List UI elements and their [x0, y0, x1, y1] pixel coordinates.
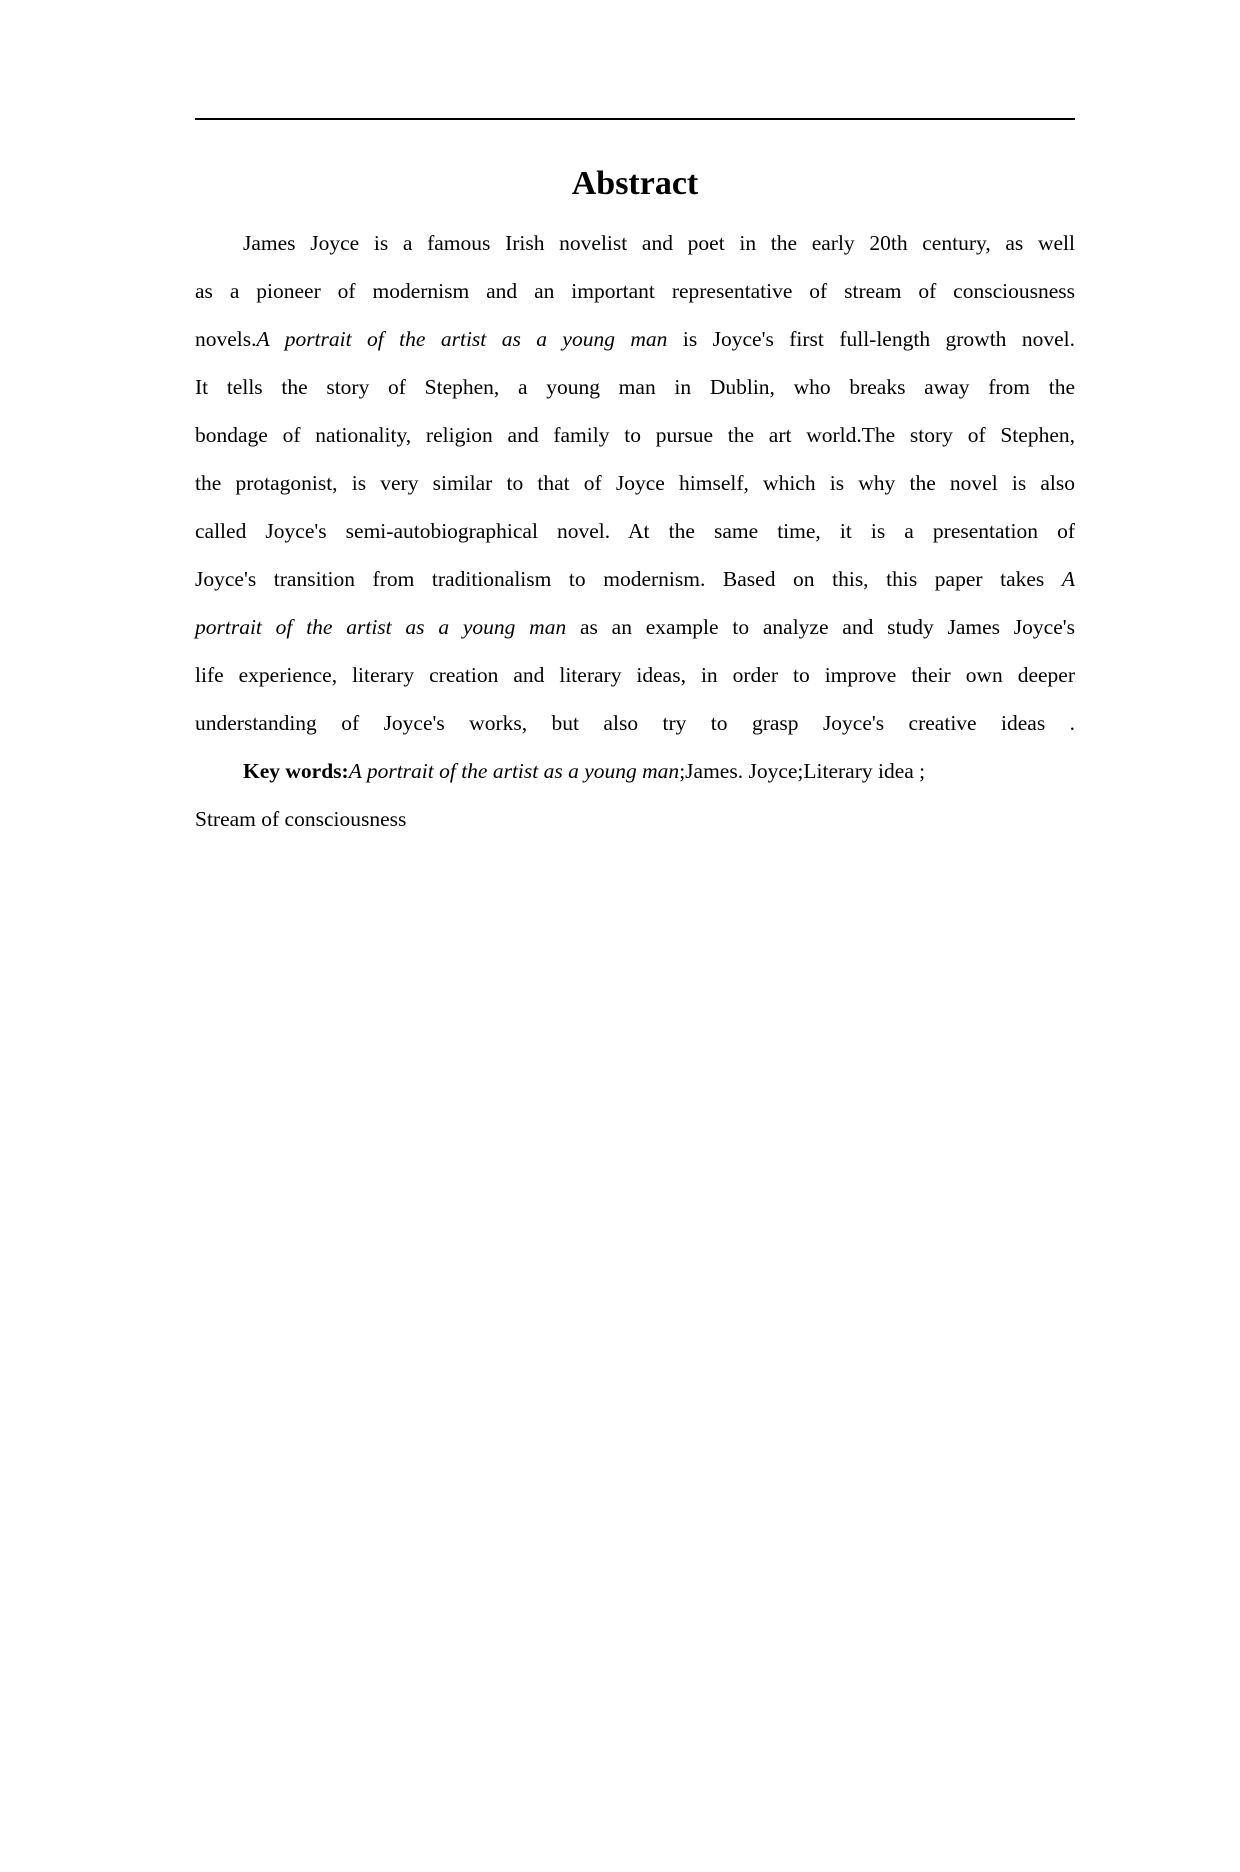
text-run: A portrait of the artist as a young man: [348, 759, 680, 783]
text-run: A: [1061, 567, 1075, 591]
paragraph-line: [195, 555, 1075, 603]
text-run: is Joyce's first full-length growth novel.: [667, 327, 1075, 351]
abstract-page: [0, 118, 1240, 1872]
text-run: called Joyce's semi-autobiographical novel. At the same time, it is a presentation of: [195, 519, 1075, 543]
keywords-line: [195, 795, 1075, 843]
paragraph-line: [195, 267, 1075, 315]
text-run: understanding of Joyce's works, but also try to grasp Joyce's creative ideas .: [195, 711, 1075, 735]
text-run: life experience, literary creation and literary ideas, in order to improve their own deeper: [195, 663, 1075, 687]
keywords-line: [195, 747, 1075, 795]
paragraph-line: [195, 699, 1075, 747]
page-content: [195, 118, 1075, 843]
paragraph-line: [195, 411, 1075, 459]
paragraph-line: [195, 603, 1075, 651]
paragraph-line: [195, 507, 1075, 555]
text-run: It tells the story of Stephen, a young man in Dublin, who breaks away from the: [195, 375, 1075, 399]
text-run: Stream of consciousness: [195, 807, 407, 831]
text-run: as a pioneer of modernism and an important representative of stream of consciousness: [195, 279, 1075, 303]
paragraph-line: [195, 651, 1075, 699]
paragraph-line: [195, 219, 1075, 267]
text-run: as an example to analyze and study James Joyce's: [566, 615, 1075, 639]
text-run: bondage of nationality, religion and family to pursue the art world.The story of Stephen,: [195, 423, 1075, 447]
text-run: the protagonist, is very similar to that of Joyce himself, which is why the novel is also: [195, 471, 1075, 495]
page-title: Abstract: [571, 165, 699, 202]
paragraph-line: [195, 363, 1075, 411]
text-run: novels.: [195, 327, 257, 351]
text-run: Joyce's transition from traditionalism to modernism. Based on this, this paper takes: [195, 567, 1062, 591]
abstract-body: [195, 219, 1075, 843]
paragraph-line: [195, 459, 1075, 507]
text-run: James Joyce is a famous Irish novelist and poet in the early 20th century, as well: [243, 231, 1075, 255]
text-run: Key words:: [243, 759, 349, 783]
text-run: portrait of the artist as a young man: [195, 615, 567, 639]
header-rule: [195, 118, 1075, 120]
paragraph-line: [195, 315, 1075, 363]
text-run: ;James. Joyce;Literary idea ;: [679, 759, 926, 783]
text-run: A portrait of the artist as a young man: [256, 327, 668, 351]
